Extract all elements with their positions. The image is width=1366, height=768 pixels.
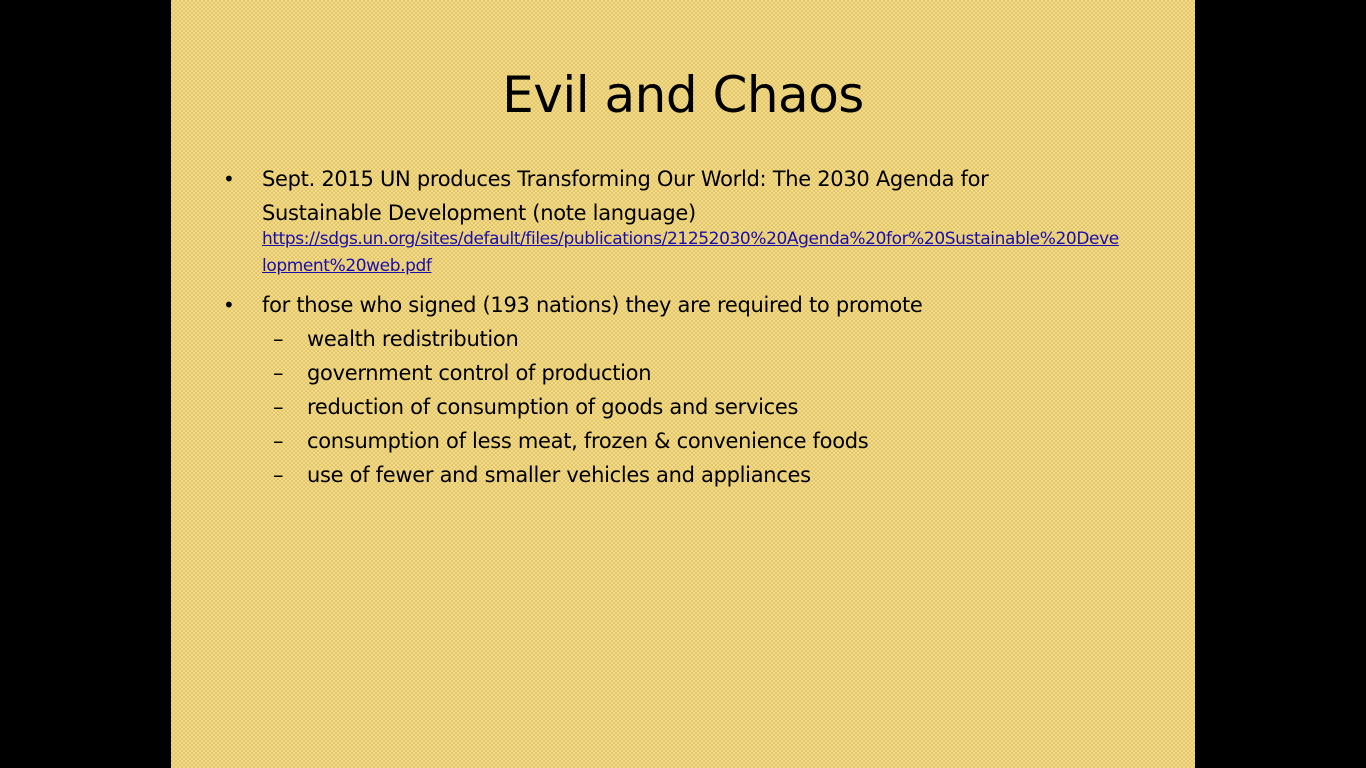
sub-bullet-text: consumption of less meat, frozen & convenience foods — [307, 429, 869, 453]
dash-icon: – — [273, 327, 284, 351]
sub-bullet-item — [223, 390, 1123, 424]
sub-bullet-list — [223, 322, 1123, 492]
sub-bullet-item — [223, 356, 1123, 390]
bullet-item-agenda — [223, 162, 1123, 280]
bullet-item-signatories — [223, 288, 1123, 322]
slide-body — [223, 162, 1123, 492]
sub-bullet-text: wealth redistribution — [307, 327, 519, 351]
bullet-text-line: Sustainable Development (note language) — [262, 201, 696, 225]
dash-icon: – — [273, 361, 284, 385]
agenda-pdf-link[interactable]: https://sdgs.un.org/sites/default/files/publications/21252030%20Agenda%20for%20Sustainable%20Development%20web.pdf — [262, 229, 1119, 276]
dash-icon: – — [273, 395, 284, 419]
dash-icon: – — [273, 463, 284, 487]
sub-bullet-item — [223, 424, 1123, 458]
sub-bullet-item — [223, 458, 1123, 492]
sub-bullet-text: reduction of consumption of goods and services — [307, 395, 799, 419]
bullet-text-line: Sept. 2015 UN produces Transforming Our World: The 2030 Agenda for — [262, 167, 989, 191]
slide — [171, 0, 1195, 768]
sub-bullet-text: use of fewer and smaller vehicles and appliances — [307, 463, 811, 487]
sub-bullet-text: government control of production — [307, 361, 652, 385]
slide-title: Evil and Chaos — [502, 66, 864, 124]
bullet-text: for those who signed (193 nations) they are required to promote — [262, 293, 923, 317]
sub-bullet-item — [223, 322, 1123, 356]
dash-icon: – — [273, 429, 284, 453]
